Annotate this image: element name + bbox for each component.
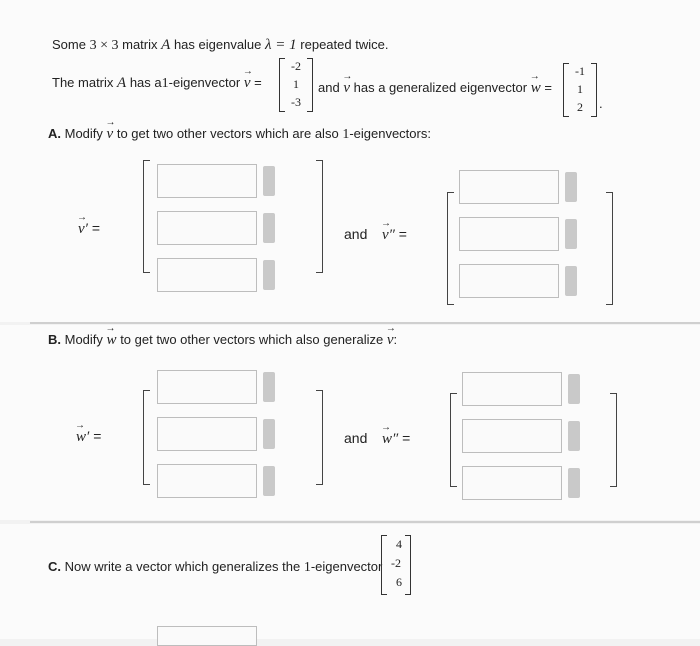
v-prime-entry-2-input[interactable] (157, 211, 257, 245)
w-double-prime-entry-1-input[interactable] (462, 372, 562, 406)
answer-status-indicator (263, 419, 275, 449)
v-prime-label (78, 220, 100, 238)
answer-status-indicator (263, 372, 275, 402)
generalized-eigenvector-statement (318, 80, 552, 97)
equals-sign: = (402, 430, 411, 446)
text: -eigenvectors: (349, 126, 431, 141)
vector-v-symbol: → v (387, 332, 394, 348)
v-double-prime-symbol: → v″ (382, 227, 395, 243)
right-bracket (316, 390, 323, 485)
eigenvector-statement (52, 75, 262, 92)
divider (30, 322, 700, 324)
and-label: and (344, 226, 368, 242)
panel-part-c (0, 524, 700, 639)
right-bracket (610, 393, 617, 487)
v-double-prime-entry-1-input[interactable] (459, 170, 559, 204)
given-eigenvector-matrix (381, 535, 411, 595)
answer-status-indicator (568, 468, 580, 498)
problem-statement (52, 37, 388, 54)
text: Modify (64, 126, 103, 141)
text: and (318, 80, 340, 95)
eigenvalue-number: 1 (303, 560, 311, 575)
v-prime-entry-3-input[interactable] (157, 258, 257, 292)
answer-status-indicator (263, 213, 275, 243)
answer-status-indicator (565, 219, 577, 249)
matrix-entry: -2 (391, 556, 401, 570)
answer-status-indicator (565, 172, 577, 202)
left-bracket (143, 160, 150, 273)
equals-sign: = (93, 428, 102, 444)
colon: : (393, 332, 398, 347)
w-prime-symbol: → w′ (76, 429, 89, 445)
answer-status-indicator (568, 374, 580, 404)
text: to get two other vectors which also generalize (120, 332, 384, 347)
text: The matrix (52, 75, 114, 90)
text: Modify (64, 332, 103, 347)
vector-w-symbol: → w (531, 80, 541, 96)
v-prime-symbol: → v′ (78, 221, 88, 237)
text: Some (52, 37, 86, 52)
text: -eigenvector (168, 75, 241, 90)
text: has eigenvalue (173, 37, 262, 52)
answer-status-indicator (263, 260, 275, 290)
right-bracket (316, 160, 323, 273)
text: to get two other vectors which are also (116, 126, 339, 141)
vector-v-symbol: → v (244, 75, 251, 91)
v-prime-entry-1-input[interactable] (157, 164, 257, 198)
part-letter: A. (48, 126, 61, 141)
v-double-prime-label (382, 226, 407, 244)
left-bracket (447, 192, 454, 305)
vector-w-matrix (563, 63, 597, 117)
equals-sign: = (398, 226, 407, 242)
text: -eigenvector (310, 559, 383, 574)
part-letter: B. (48, 332, 61, 347)
left-bracket (450, 393, 457, 487)
matrix-entry: 4 (396, 537, 402, 551)
w-prime-entry-1-input[interactable] (157, 370, 257, 404)
text: Now write a vector which generalizes the (64, 559, 301, 574)
matrix-entry: -1 (575, 64, 585, 78)
vector-v-matrix (279, 58, 313, 112)
w-double-prime-label (382, 430, 410, 448)
w-double-prime-symbol: → w″ (382, 431, 398, 447)
matrix-entry: -2 (291, 59, 301, 73)
divider (30, 521, 700, 523)
part-b-prompt (48, 332, 397, 349)
v-double-prime-entry-3-input[interactable] (459, 264, 559, 298)
matrix-entry: -3 (291, 95, 301, 109)
eigenvalue: λ = 1 (265, 37, 297, 53)
w-prime-label (76, 428, 101, 446)
equals-sign: = (91, 220, 101, 236)
w-prime-entry-2-input[interactable] (157, 417, 257, 451)
v-double-prime-entry-2-input[interactable] (459, 217, 559, 251)
generalized-vector-entry-1-input[interactable] (157, 626, 257, 646)
text: matrix (122, 37, 158, 52)
right-bracket (606, 192, 613, 305)
answer-status-indicator (263, 466, 275, 496)
vector-v-symbol: → v (107, 126, 114, 142)
matrix-entry: 2 (577, 100, 583, 114)
part-a-prompt (48, 126, 431, 143)
answer-status-indicator (568, 421, 580, 451)
answer-status-indicator (565, 266, 577, 296)
text: repeated twice. (300, 37, 389, 52)
matrix-entry: 1 (293, 77, 299, 91)
part-c-prompt (48, 559, 382, 576)
and-label: and (344, 430, 368, 446)
text: has a (129, 75, 162, 90)
matrix-symbol: A (117, 75, 127, 91)
w-double-prime-entry-3-input[interactable] (462, 466, 562, 500)
w-double-prime-entry-2-input[interactable] (462, 419, 562, 453)
answer-status-indicator (263, 166, 275, 196)
left-bracket (143, 390, 150, 485)
part-letter: C. (48, 559, 61, 574)
vector-v-symbol: → v (343, 80, 350, 96)
period: . (599, 96, 603, 111)
eigenvalue-number: 1 (342, 127, 350, 142)
eigenvalue-number: 1 (161, 76, 169, 91)
text: has a generalized eigenvector (353, 80, 528, 95)
matrix-entry: 6 (396, 575, 402, 589)
equals-sign: = (254, 75, 262, 90)
matrix-entry: 1 (577, 82, 583, 96)
equals-sign: = (544, 80, 552, 95)
vector-w-symbol: → w (107, 332, 117, 348)
matrix-symbol: A (161, 37, 171, 53)
w-prime-entry-3-input[interactable] (157, 464, 257, 498)
matrix-dimensions: 3 × 3 (89, 38, 119, 53)
